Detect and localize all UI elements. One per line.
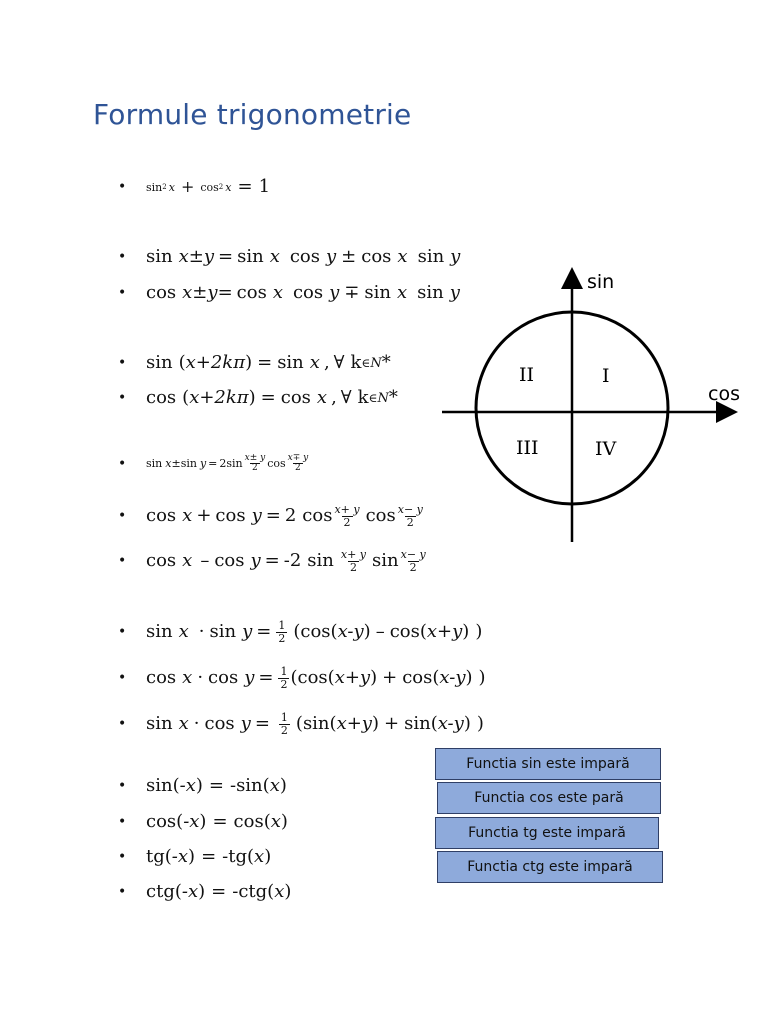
var-y: y [449,282,460,303]
denominator: 2 [280,677,288,691]
paren-open: ( [430,713,438,735]
bullet: • [118,508,127,525]
paren-close: ) [462,621,470,643]
equals-sign: = [211,881,227,902]
formula-sin-period: • sin ( x+2kπ ) = sin x , ∀ k ∈ N * [118,352,391,373]
denominator: 2 [349,560,357,574]
var-x: x [270,811,281,832]
var-x: x [397,246,408,267]
formula-sin-cos-product [118,712,484,736]
numerator: x− y [397,503,423,516]
bullet: • [118,355,127,371]
var-x: x [254,846,265,867]
fraction [333,504,360,528]
numerator: x+ y [334,503,360,516]
cos-text: cos [146,282,177,303]
var-y: y [240,713,251,735]
paren-open: ( [174,881,182,902]
bullet: • [118,179,127,195]
element-of-symbol: ∈ [361,356,371,370]
cos-text: cos [146,667,177,689]
fraction [244,454,267,474]
paren-open: ( [293,621,301,643]
numerator: x∓ y [287,453,309,463]
cos-text: cos [236,282,267,303]
formula-cos-period: • cos ( x+2kπ ) = cos x , ∀ k ∈ N * [118,387,398,408]
paren-close: ) [279,775,287,796]
denominator: 2 [295,463,301,474]
bullet: • [118,884,127,900]
arg-x-plus-y: x+y [336,713,372,735]
coef-two: 2 [219,457,227,471]
arg-x-minus-y: x-y [439,667,466,689]
quadrant-IV: IV [595,438,617,460]
cos-text: cos [233,811,264,832]
forall-symbol: ∀ [333,352,345,373]
sin-text: sin [180,457,197,471]
ctg-text: ctg [146,881,175,902]
paren-close: ) [245,352,253,373]
formula-sin-sum [118,248,460,266]
var-x: x [182,667,193,689]
arg-neg-x: -x [171,846,189,867]
mp-sign: ∓ [344,282,360,303]
paren-open: ( [182,387,190,408]
equals-sign: = [237,176,253,197]
var-x: x [309,352,320,373]
equals-sign: = [201,846,217,867]
paren-close: ) [195,775,203,796]
var-x: x [168,180,175,194]
bullet: • [118,814,127,830]
formula-pythagorean [118,178,270,196]
formula-ctg-odd [118,883,291,901]
sin-text: sin [146,457,163,471]
page-title: Formule trigonometrie [93,98,412,131]
sin-text: sin [237,246,264,267]
note-cos-even: Functia cos este pară [437,782,661,814]
paren-close: ) [463,713,471,735]
bullet: • [118,553,127,570]
paren-close: ) [280,811,288,832]
exponent: 2 [162,182,167,191]
paren-open: ( [164,846,172,867]
fraction [287,454,310,474]
arg-neg-x: -x [179,775,196,796]
denominator: 2 [252,463,258,474]
formula-sin-odd [118,777,287,795]
sin-text: sin [372,550,399,572]
numerator: 1 [278,619,286,632]
arg-x-pm-y: x±y [178,246,214,267]
paren-close: ) [475,621,483,643]
cos-text: cos [300,621,331,643]
equals-sign: = [254,713,270,735]
cos-text: cos [292,282,324,303]
fraction [276,620,287,644]
paren-close: ) [363,621,371,643]
formula-cos-even [118,813,288,831]
set-n: N [377,390,389,406]
equals-sign: = [208,457,218,471]
denominator: 2 [406,515,414,529]
var-x: x [165,457,172,471]
paren-open: ( [178,352,186,373]
paren-close: ) [476,713,484,735]
plus-sign: + [196,505,212,527]
y-axis-arrow [561,267,583,289]
cos-text: cos [402,667,433,689]
formula-cos-sum-to-product [118,504,425,528]
paren-close: ) [284,881,292,902]
minus-sign: – [200,550,210,572]
sin-text: sin [307,550,334,572]
cos-text: cos [302,505,333,527]
var-y: y [326,246,337,267]
paren-open: ( [263,811,271,832]
paren-close: ) [371,713,379,735]
arg-x-plus-y: x+y [334,667,371,689]
sin-text: sin [417,282,444,303]
equals-sign: = [257,352,273,373]
numerator: 1 [280,711,288,724]
fraction [279,712,290,736]
sin-text: sin [146,352,173,373]
paren-close: ) [264,846,272,867]
quadrant-III: III [516,437,539,459]
star-symbol: * [381,352,391,373]
bullet: • [118,849,127,865]
var-y: y [450,246,461,267]
cos-text: cos [208,667,239,689]
equals-sign: = [256,621,272,643]
dot-sign: · [197,667,204,689]
paren-open: ( [295,713,303,735]
denominator: 2 [343,515,351,529]
value-one: 1 [258,176,271,197]
var-y: y [199,457,207,471]
arg-neg-x: -x [181,881,199,902]
equals-sign: = [208,775,224,796]
equals-sign: = [218,246,234,267]
neg-ctg-text: -ctg [232,881,268,902]
arg-x-minus-y: x-y [437,713,464,735]
cos-text: cos [297,667,328,689]
cos-text: cos [289,246,320,267]
sin-text: sin [146,246,173,267]
minus-sign: – [375,621,385,643]
dot-sign: · [198,621,205,643]
bullet: • [118,249,127,265]
equals-sign: = [260,387,276,408]
paren-open: ( [432,667,440,689]
pm-sign: ± [171,457,181,471]
sin-text: sin [226,457,243,471]
arg-period: x+2kπ [189,387,249,408]
fraction [400,549,427,573]
dot-sign: · [193,713,200,735]
var-x: x [269,246,280,267]
var-x: x [269,775,280,796]
bullet: • [118,716,127,733]
fraction [397,504,424,528]
paren-open: ( [247,846,255,867]
note-sin-odd: Functia sin este impară [435,748,661,780]
tg-text: tg [146,846,165,867]
paren-close: ) [478,667,486,689]
numerator: x− y [400,548,426,561]
exponent: 2 [218,182,224,191]
var-k: k [350,352,362,373]
paren-close: ) [465,667,473,689]
coef-neg-two: -2 [283,550,302,572]
paren-open: ( [329,713,337,735]
paren-close: ) [198,881,206,902]
sin-text: sin [146,621,173,643]
paren-close: ) [199,811,207,832]
sin-text: sin [277,352,304,373]
var-k: k [357,387,369,408]
numerator: x± y [244,453,266,463]
var-x: x [182,505,193,527]
var-x: x [178,713,189,735]
paren-close: ) [188,846,196,867]
quadrant-I: I [602,365,610,387]
sin-text: sin [146,713,173,735]
formula-sin-product [118,620,482,644]
cos-text: cos [200,180,219,194]
cos-text: cos [146,505,177,527]
paren-open: ( [419,621,427,643]
cos-text: cos [280,387,311,408]
cos-text: cos [389,621,420,643]
formula-cos-sum [118,284,460,302]
bullet: • [118,670,127,687]
cos-text: cos [267,457,286,471]
sin-text: sin [404,713,431,735]
axis-label-cos: cos [708,383,740,405]
paren-open: ( [262,775,270,796]
denominator: 2 [280,723,288,737]
var-y: y [242,621,253,643]
paren-open: ( [176,811,184,832]
cos-text: cos [146,550,177,572]
equals-sign: = [258,667,274,689]
var-x: x [272,282,283,303]
set-n: N [370,355,382,371]
sin-text: sin [302,713,330,735]
plus-sign: + [382,667,398,689]
note-tg-odd: Functia tg este impară [435,817,659,849]
arg-x-minus-y: x-y [337,621,364,643]
cos-text: cos [146,811,177,832]
var-y: y [244,667,255,689]
forall-symbol: ∀ [340,387,352,408]
fraction [278,666,289,690]
arg-x-plus-y: x+y [426,621,463,643]
formula-cos-diff-to-product [118,549,428,573]
star-symbol: * [388,387,398,408]
quadrant-II: II [519,364,535,386]
sin-text: sin [209,621,237,643]
plus-sign: + [180,177,195,196]
equals-sign: = [264,550,280,572]
plus-sign: + [384,713,400,735]
fraction [340,549,367,573]
paren-open: ( [290,667,298,689]
cos-text: cos [146,387,177,408]
sin-text: sin [146,775,173,796]
arg-x-pm-y: x±y [182,282,218,303]
var-y: y [329,282,340,303]
bullet: • [118,624,127,641]
pm-sign: ± [341,246,357,267]
formula-cos-product [118,666,486,690]
arg-neg-x: -x [183,811,200,832]
equals-sign: = [212,811,228,832]
numerator: 1 [280,665,288,678]
equals-sign: = [217,282,233,303]
paren-open: ( [330,621,338,643]
numerator: x+ y [340,548,367,561]
var-x: x [225,180,232,194]
cos-text: cos [204,713,235,735]
neg-tg-text: -tg [222,846,247,867]
cos-text: cos [215,505,246,527]
var-x: x [396,282,408,303]
paren-close: ) [248,387,256,408]
sin-text: sin [146,180,163,194]
paren-open: ( [267,881,275,902]
cos-text: cos [214,550,245,572]
var-y: y [250,550,261,572]
cos-text: cos [365,505,396,527]
axis-label-sin: sin [587,271,615,293]
paren-open: ( [172,775,180,796]
var-x: x [274,881,285,902]
coef-two: 2 [284,505,297,527]
var-x: x [182,550,193,572]
unit-circle-diagram [440,265,750,550]
note-ctg-odd: Functia ctg este impară [437,851,663,883]
sin-text: sin [417,246,445,267]
equals-sign: = [265,505,281,527]
denominator: 2 [278,631,286,645]
element-of-symbol: ∈ [368,391,378,405]
paren-open: ( [327,667,335,689]
bullet: • [118,455,127,472]
paren-close: ) [370,667,378,689]
var-x: x [316,387,328,408]
neg-sin-text: -sin [229,775,263,796]
bullet: • [118,390,127,406]
bullet: • [118,285,127,301]
cos-text: cos [361,246,392,267]
var-y: y [251,505,262,527]
formula-sin-sum-to-product [118,454,310,474]
arg-period: x+2kπ [185,352,246,373]
sin-text: sin [364,282,391,303]
denominator: 2 [409,560,417,574]
formula-tg-odd [118,848,271,866]
var-x: x [178,621,189,643]
bullet: • [118,778,127,794]
